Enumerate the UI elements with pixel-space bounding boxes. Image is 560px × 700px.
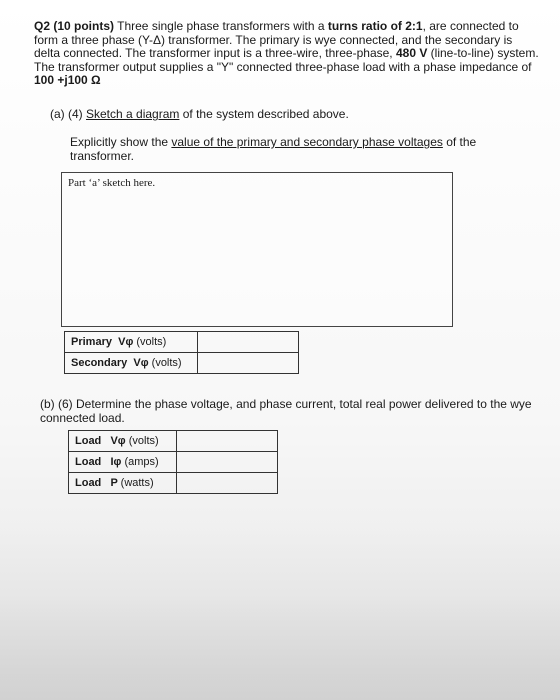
question-text-3: (line-to-line) system. The transformer output supplies a "Y" connected three-phase load with a phase impedance of (34, 46, 539, 74)
row-label (65, 353, 198, 374)
instruction-underlined: value of the primary and secondary phase voltages (171, 135, 443, 149)
turns-ratio: turns ratio of 2:1 (327, 19, 423, 33)
table-row (65, 353, 299, 374)
row-label (65, 332, 198, 353)
question-text-2: , are connected to form a three phase (Y-Δ) transformer. The primary is wye connected, and the secondary is delta connected. The transformer input is a three-wire, three-phase, (34, 19, 519, 60)
part-a-suffix: of the system described above. (179, 107, 349, 121)
part-a-prefix: (a) (4) (50, 107, 86, 121)
sketch-label: Part ‘a’ sketch here. (68, 177, 156, 189)
line-voltage: 480 V (395, 46, 428, 60)
row-unit: (amps) (124, 456, 159, 468)
bottom-shading (0, 520, 560, 700)
row-label-text: Load (75, 477, 102, 489)
part-b-heading: (b) (6) Determine the phase voltage, and phase current, total real power delivered to the wye connected load. (40, 397, 532, 425)
row-symbol: Vφ (133, 357, 149, 369)
row-label (69, 473, 177, 494)
row-symbol: Vφ (110, 435, 126, 447)
sketch-area[interactable] (61, 172, 453, 327)
row-label-text: Load (75, 435, 102, 447)
secondary-voltage-answer[interactable] (198, 353, 299, 374)
row-unit: (volts) (128, 435, 159, 447)
part-a-heading (50, 107, 349, 121)
row-label (69, 431, 177, 452)
question-number: Q2 (10 points) (34, 19, 115, 33)
row-unit: (volts) (136, 336, 167, 348)
load-current-answer[interactable] (177, 452, 278, 473)
row-unit: (watts) (120, 477, 154, 489)
row-unit: (volts) (151, 357, 182, 369)
row-symbol: P (110, 477, 118, 489)
row-label (69, 452, 177, 473)
table-row (69, 452, 278, 473)
part-b-answer-table (68, 430, 278, 494)
instruction-text-1: Explicitly show the (70, 135, 172, 149)
question-text-1: Three single phase transformers with a (114, 19, 328, 33)
load-power-answer[interactable] (177, 473, 278, 494)
row-label-text: Secondary (71, 357, 128, 369)
table-row (65, 332, 299, 353)
row-symbol: Iφ (110, 456, 122, 468)
row-label-text: Load (75, 456, 102, 468)
part-a-underlined: Sketch a diagram (86, 107, 180, 121)
table-row (69, 431, 278, 452)
row-label-text: Primary (71, 336, 112, 348)
row-symbol: Vφ (118, 336, 134, 348)
phase-impedance: 100 +j100 Ω (34, 73, 101, 87)
table-row (69, 473, 278, 494)
load-voltage-answer[interactable] (177, 431, 278, 452)
instruction-text-2: of the transformer. (70, 135, 477, 163)
question-statement (34, 20, 539, 88)
part-a-instruction (70, 136, 510, 163)
part-a-answer-table (64, 331, 299, 374)
primary-voltage-answer[interactable] (198, 332, 299, 353)
